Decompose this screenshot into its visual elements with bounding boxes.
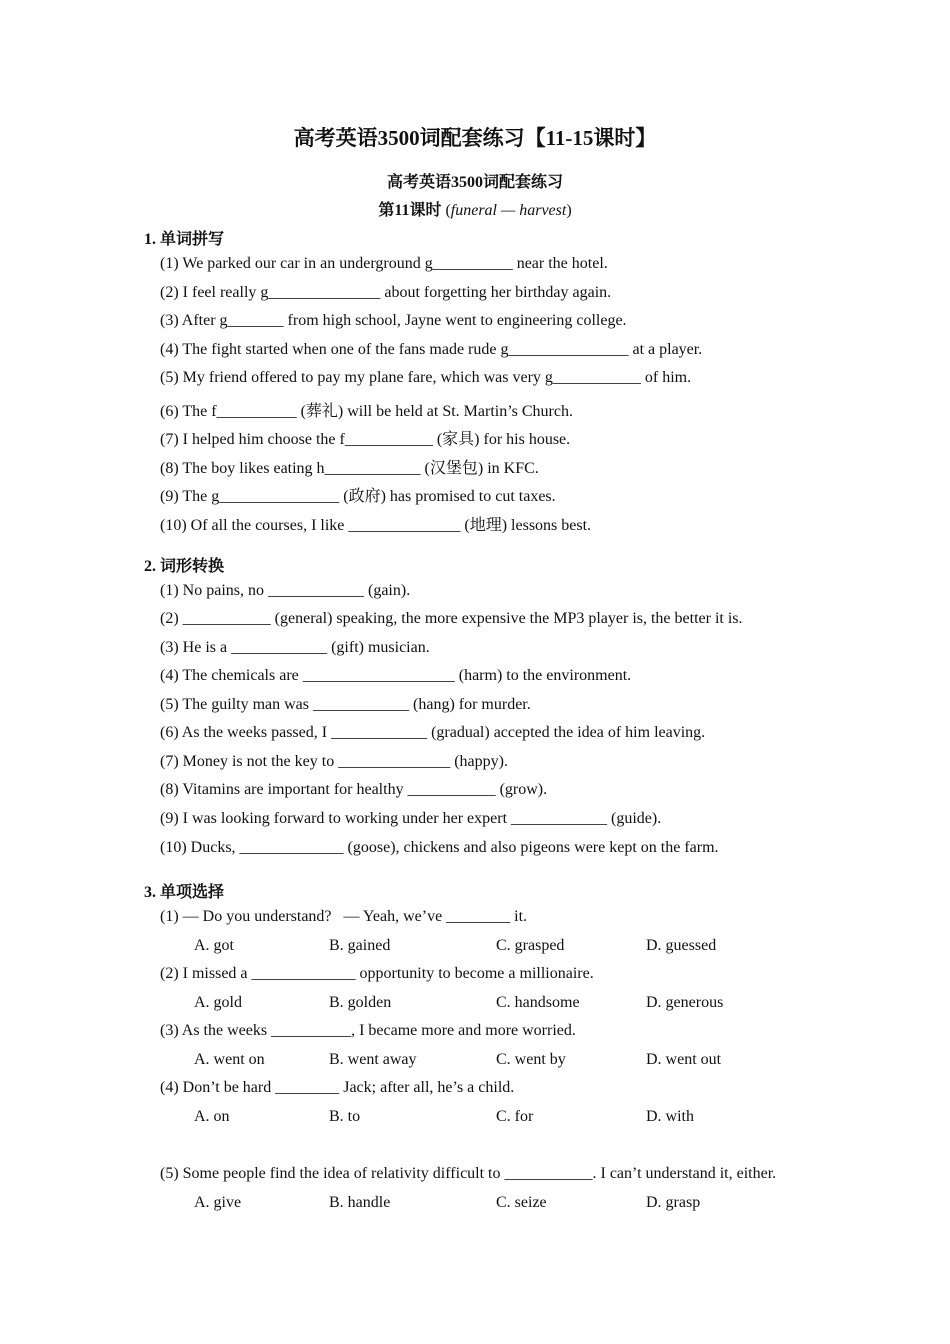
transform-item: (5) The guilty man was ____________ (hang) for murder.: [160, 696, 531, 713]
lesson-heading: [0, 197, 950, 220]
lesson-label: 第11课时: [378, 202, 442, 219]
transform-item: (8) Vitamins are important for healthy ___________ (grow).: [160, 781, 548, 798]
choice-option-a: A. got: [194, 937, 234, 954]
transform-item: (6) As the weeks passed, I ____________ (gradual) accepted the idea of him leaving.: [160, 724, 706, 741]
transform-item: (7) Money is not the key to ______________ (happy).: [160, 753, 508, 770]
choice-question: (4) Don’t be hard ________ Jack; after all, he’s a child.: [160, 1079, 515, 1096]
lesson-close-paren: ): [566, 202, 572, 219]
document-title: 高考英语3500词配套练习【11-15课时】: [293, 126, 657, 150]
lesson-open-paren: (: [445, 202, 451, 219]
choice-question: (1) — Do you understand? — Yeah, we’ve ________ it.: [160, 908, 528, 925]
choice-option-c: C. handsome: [496, 994, 580, 1011]
spelling-item: (1) We parked our car in an underground g__________ near the hotel.: [160, 255, 608, 272]
section-choice-heading: 3. 单项选择: [144, 884, 225, 901]
document-subtitle: 高考英语3500词配套练习: [386, 174, 563, 191]
choice-option-d: D. generous: [646, 994, 724, 1011]
spelling-item: (3) After g_______ from high school, Jayne went to engineering college.: [160, 312, 627, 329]
choice-option-c: C. for: [496, 1108, 534, 1125]
choice-option-b: B. went away: [329, 1051, 417, 1068]
section-spelling-heading: 1. 单词拼写: [144, 231, 225, 248]
spelling-item: (5) My friend offered to pay my plane fare, which was very g___________ of him.: [160, 369, 692, 386]
choice-option-d: D. guessed: [646, 937, 717, 954]
choice-option-b: B. golden: [329, 994, 392, 1011]
choice-option-a: A. gold: [194, 994, 242, 1011]
choice-option-c: C. went by: [496, 1051, 566, 1068]
choice-question: (5) Some people find the idea of relativity difficult to ___________. I can’t understand it, either.: [160, 1165, 777, 1182]
choice-option-b: B. to: [329, 1108, 361, 1125]
choice-option-b: B. handle: [329, 1194, 391, 1211]
transform-item: (10) Ducks, _____________ (goose), chickens and also pigeons were kept on the farm.: [160, 839, 719, 856]
transform-item: (9) I was looking forward to working under her expert ____________ (guide).: [160, 810, 662, 827]
choice-option-a: A. give: [194, 1194, 242, 1211]
spelling-item: (10) Of all the courses, I like ______________ (地理) lessons best.: [160, 517, 592, 534]
spelling-item: (8) The boy likes eating h____________ (汉堡包) in KFC.: [160, 460, 539, 477]
transform-item: (3) He is a ____________ (gift) musician.: [160, 639, 430, 656]
choice-option-c: C. grasped: [496, 937, 565, 954]
transform-item: (4) The chemicals are ___________________ (harm) to the environment.: [160, 667, 632, 684]
choice-option-d: D. with: [646, 1108, 694, 1125]
transform-item: (2) ___________ (general) speaking, the more expensive the MP3 player is, the better it is.: [160, 610, 743, 627]
transform-item: (1) No pains, no ____________ (gain).: [160, 582, 411, 599]
choice-option-a: A. went on: [194, 1051, 265, 1068]
choice-option-d: D. grasp: [646, 1194, 701, 1211]
choice-option-b: B. gained: [329, 937, 391, 954]
choice-question: (2) I missed a _____________ opportunity to become a millionaire.: [160, 965, 594, 982]
choice-option-a: A. on: [194, 1108, 230, 1125]
spelling-item: (6) The f__________ (葬礼) will be held at St. Martin’s Church.: [160, 403, 573, 420]
spelling-item: (4) The fight started when one of the fans made rude g_______________ at a player.: [160, 341, 703, 358]
choice-option-d: D. went out: [646, 1051, 722, 1068]
spelling-item: (2) I feel really g______________ about forgetting her birthday again.: [160, 284, 612, 301]
lesson-range: funeral — harvest: [450, 202, 567, 219]
choice-option-c: C. seize: [496, 1194, 547, 1211]
choice-question: (3) As the weeks __________, I became more and more worried.: [160, 1022, 576, 1039]
section-transform-heading: 2. 词形转换: [144, 558, 225, 575]
spelling-item: (9) The g_______________ (政府) has promised to cut taxes.: [160, 488, 556, 505]
spelling-item: (7) I helped him choose the f___________ (家具) for his house.: [160, 431, 571, 448]
